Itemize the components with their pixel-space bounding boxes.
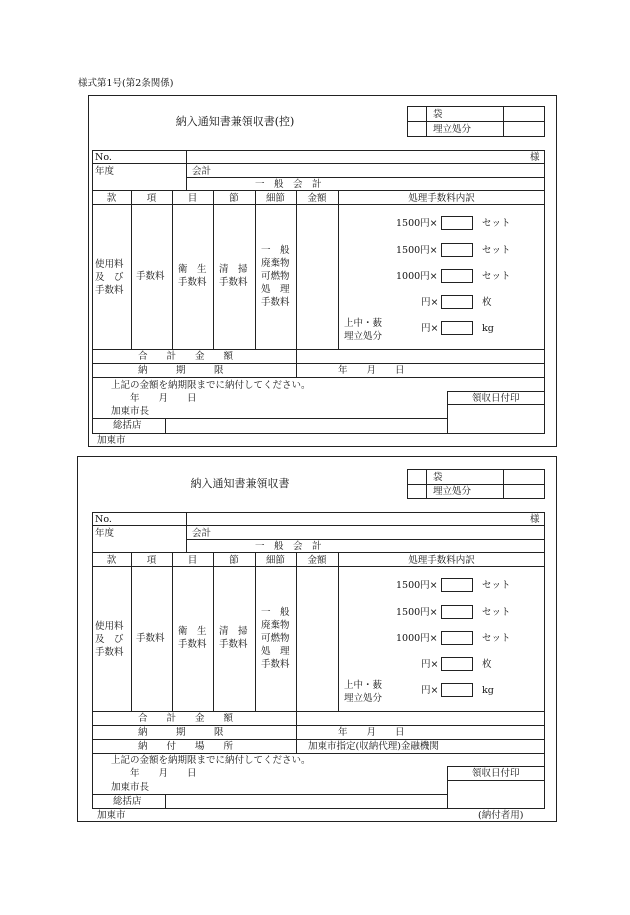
fee-unit-2: セット xyxy=(482,245,511,256)
issue-date: 年 月 日 xyxy=(130,393,197,404)
landfill-label: 埋立処分 xyxy=(433,124,472,135)
form-label: 様式第1号(第2条関係) xyxy=(78,78,174,89)
header-moku: 目 xyxy=(187,555,198,566)
fee-price-1: 1500円× xyxy=(396,580,438,591)
honorific: 様 xyxy=(530,152,540,163)
receipt-stamp-label: 領収日付印 xyxy=(472,768,520,779)
kan-value: 使用料 及 び 手数料 xyxy=(95,621,124,658)
no-label: No. xyxy=(95,152,112,163)
fee-price-3: 1000円× xyxy=(396,633,438,644)
general-account: 一 般 会 計 xyxy=(255,541,322,552)
fee-qty-box-1[interactable] xyxy=(441,578,473,592)
header-amount: 金額 xyxy=(307,193,327,204)
fee-unit-5: kg xyxy=(482,685,494,696)
fee-unit-1: セット xyxy=(482,218,511,229)
header-breakdown: 処理手数料内訳 xyxy=(408,555,475,566)
due-date: 年 月 日 xyxy=(338,727,405,738)
city-label: 加東市 xyxy=(97,435,126,446)
header-kan: 款 xyxy=(106,555,117,566)
copy-note: (納付者用) xyxy=(478,810,524,821)
fee-price-2: 1500円× xyxy=(396,607,438,618)
header-breakdown: 処理手数料内訳 xyxy=(408,193,475,204)
header-moku: 目 xyxy=(187,193,198,204)
honorific: 様 xyxy=(530,514,540,525)
notice-text: 上記の金額を納期限までに納付してください。 xyxy=(111,380,311,391)
mayor-label: 加東市長 xyxy=(111,782,150,793)
fee-price-3: 1000円× xyxy=(396,271,438,282)
setsu-value: 清 掃 手数料 xyxy=(219,264,248,288)
pay-place-value: 加東市指定(収納代理)金融機関 xyxy=(308,741,439,752)
receipt-stamp-label: 領収日付印 xyxy=(472,393,520,404)
setsu-value: 清 掃 手数料 xyxy=(219,626,248,650)
total-label: 合 計 金 額 xyxy=(138,713,234,724)
fee-unit-2: セット xyxy=(482,607,511,618)
bag-label: 袋 xyxy=(433,472,443,483)
fee-unit-5: kg xyxy=(482,323,494,334)
slip-title: 納入通知書兼領収書 xyxy=(190,477,290,490)
bank-label: 総括店 xyxy=(113,796,142,807)
header-kou: 項 xyxy=(146,555,157,566)
total-label: 合 計 金 額 xyxy=(138,351,234,362)
due-label: 納 期 限 xyxy=(138,365,224,376)
kou-value: 手数料 xyxy=(136,633,165,644)
fee-price-5: 円× xyxy=(421,685,439,696)
general-account: 一 般 会 計 xyxy=(255,179,322,190)
slip-title: 納入通知書兼領収書(控) xyxy=(175,115,295,128)
header-setsu: 節 xyxy=(229,555,239,566)
fee-qty-box-4[interactable] xyxy=(441,657,473,671)
moku-value: 衛 生 手数料 xyxy=(178,626,207,650)
header-amount: 金額 xyxy=(307,555,327,566)
due-date: 年 月 日 xyxy=(338,365,405,376)
due-label: 納 期 限 xyxy=(138,727,224,738)
year-label: 年度 xyxy=(95,528,115,539)
fee-price-2: 1500円× xyxy=(396,245,438,256)
city-label: 加東市 xyxy=(97,810,126,821)
no-label: No. xyxy=(95,514,112,525)
fee-price-4: 円× xyxy=(421,659,439,670)
landfill-label: 埋立処分 xyxy=(433,486,472,497)
header-saisetsu: 細節 xyxy=(265,555,285,566)
fee-price-5: 円× xyxy=(421,323,439,334)
fee-unit-1: セット xyxy=(482,580,511,591)
header-setsu: 節 xyxy=(229,193,239,204)
issue-date: 年 月 日 xyxy=(130,768,197,779)
header-kan: 款 xyxy=(106,193,117,204)
joint-landfill-label: 上中・薮 埋立処分 xyxy=(344,318,383,342)
header-kou: 項 xyxy=(146,193,157,204)
kan-value: 使用料 及 び 手数料 xyxy=(95,259,124,296)
fee-qty-box-5[interactable] xyxy=(441,683,473,697)
fee-unit-4: 枚 xyxy=(482,297,492,308)
pay-place-label: 納 付 場 所 xyxy=(138,741,234,752)
mayor-label: 加東市長 xyxy=(111,406,150,417)
bag-label: 袋 xyxy=(433,109,443,120)
fee-unit-3: セット xyxy=(482,271,511,282)
header-saisetsu: 細節 xyxy=(265,193,285,204)
fee-unit-4: 枚 xyxy=(482,659,492,670)
moku-value: 衛 生 手数料 xyxy=(178,264,207,288)
fee-qty-box-2[interactable] xyxy=(441,605,473,619)
joint-landfill-label: 上中・薮 埋立処分 xyxy=(344,680,383,704)
fee-qty-box-3[interactable] xyxy=(441,631,473,645)
notice-text: 上記の金額を納期限までに納付してください。 xyxy=(111,755,311,766)
fee-price-1: 1500円× xyxy=(396,218,438,229)
bank-label: 総括店 xyxy=(113,420,142,431)
account-label: 会計 xyxy=(192,166,212,177)
account-label: 会計 xyxy=(192,528,212,539)
year-label: 年度 xyxy=(95,166,115,177)
fee-unit-3: セット xyxy=(482,633,511,644)
saisetsu-value: 一 般 廃棄物 可燃物 処 理 手数料 xyxy=(261,245,290,308)
kou-value: 手数料 xyxy=(136,271,165,282)
fee-price-4: 円× xyxy=(421,297,439,308)
saisetsu-value: 一 般 廃棄物 可燃物 処 理 手数料 xyxy=(261,607,290,670)
